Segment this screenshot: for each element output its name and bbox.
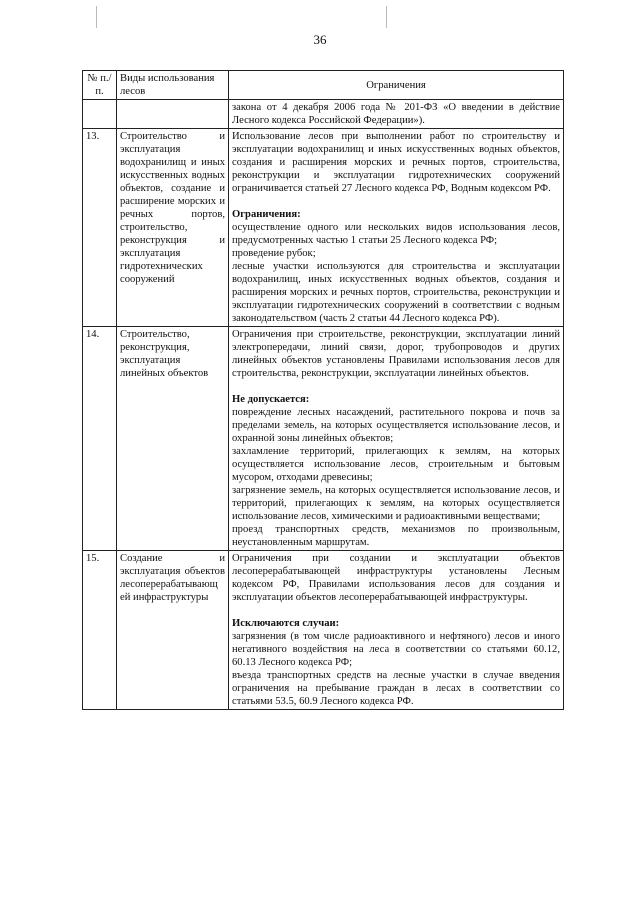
row-heading: Исключаются случаи: bbox=[232, 618, 340, 629]
table-row bbox=[83, 327, 564, 551]
row-type-text: Создание и эксплуатация объектов лесоперерабатывающ ей инфраструктуры bbox=[120, 553, 225, 603]
row-heading: Ограничения: bbox=[232, 209, 301, 220]
row-heading: Не допускается: bbox=[232, 394, 310, 405]
continuation-text: закона от 4 декабря 2006 года № 201-ФЗ «О введении в действие Лесного кодекса Российской Федерации»). bbox=[229, 100, 564, 129]
row-type-text: Строительство, реконструкция, эксплуатация линейных объектов bbox=[120, 329, 209, 379]
header-type: Виды использования лесов bbox=[117, 71, 229, 100]
list-item: загрязнение земель, на которых осуществляется использование лесов, и территорий, прилегающих к землям, на которых осуществляется использование лесов, химическими и радиоактивными веществами; bbox=[232, 485, 560, 522]
row-limits bbox=[229, 551, 564, 710]
list-item: загрязнения (в том числе радиоактивного и нефтяного) лесов и иного негативного воздействия на леса в соответствии со статьями 60.12, 60.13 Лесного кодекса РФ; bbox=[232, 631, 560, 668]
list-item: въезда транспортных средств на лесные участки в случае введения ограничения на пребывание граждан в лесах в соответствии со статьями 53.5, 60.9 Лесного кодекса РФ. bbox=[232, 670, 560, 707]
forest-use-restrictions-table bbox=[82, 70, 564, 710]
row-type bbox=[117, 551, 229, 710]
row-num: 13. bbox=[83, 129, 117, 327]
list-item: повреждение лесных насаждений, растительного покрова и почв за пределами земель, на которых осуществляется использование лесов, и охранной зоны линейных объектов; bbox=[232, 407, 560, 444]
header-limits: Ограничения bbox=[229, 71, 564, 100]
list-item: лесные участки используются для строительства и эксплуатации водохранилищ, иных искусственных водных объектов, создания и расширения морских и речных портов, строительства, реконструкции и эксплуатации гидротехнических сооружений в соответствии с водным законодательством (часть 2 статьи 44 Лесного кодекса РФ). bbox=[232, 261, 560, 324]
table-header-row bbox=[83, 71, 564, 100]
continuation-row bbox=[83, 100, 564, 129]
row-limits bbox=[229, 129, 564, 327]
header-num: № п./п. bbox=[83, 71, 117, 100]
scan-mark-left bbox=[96, 6, 97, 28]
continuation-num-cell bbox=[83, 100, 117, 129]
row-intro: Использование лесов при выполнении работ по строительству и эксплуатации водохранилищ и иных искусственных водных объектов, создания и расширения морских и речных портов, строительства, реконструкции и эксплуатации гидротехнических сооружений ограничивается статьей 27 Лесного кодекса РФ, Водным кодексом РФ. bbox=[232, 131, 560, 194]
continuation-type-cell bbox=[117, 100, 229, 129]
row-num: 14. bbox=[83, 327, 117, 551]
list-item: проведение рубок; bbox=[232, 248, 316, 259]
list-item: захламление территорий, прилегающих к землям, на которых осуществляется использование лесов, строительным и бытовым мусором, отходами древесины; bbox=[232, 446, 560, 483]
row-type bbox=[117, 327, 229, 551]
row-intro: Ограничения при строительстве, реконструкции, эксплуатации линий электропередачи, линий связи, дорог, трубопроводов и других линейных объектов установлены Правилами использования лесов для строительства, реконструкции, эксплуатации линейных объектов. bbox=[232, 329, 560, 379]
list-item: проезд транспортных средств, механизмов по произвольным, неустановленным маршрутам. bbox=[232, 524, 560, 548]
row-type-text: Строительство и эксплуатация водохранилищ и иных искусственных водных объектов, создание и расширение морских и речных портов, строительство, реконструкция и эксплуатация гидротехнических сооружений bbox=[120, 131, 225, 285]
row-type bbox=[117, 129, 229, 327]
row-limits bbox=[229, 327, 564, 551]
row-num: 15. bbox=[83, 551, 117, 710]
table-row bbox=[83, 129, 564, 327]
table-row bbox=[83, 551, 564, 710]
page-number: 36 bbox=[313, 32, 327, 47]
scan-mark-right bbox=[386, 6, 387, 28]
list-item: осуществление одного или нескольких видов использования лесов, предусмотренных частью 1 статьи 25 Лесного кодекса РФ; bbox=[232, 222, 560, 246]
row-intro: Ограничения при создании и эксплуатации объектов лесоперерабатывающей инфраструктуры установлены Лесным кодексом РФ, Правилами использования лесов для создания и эксплуатации объектов лесоперерабатывающей инфраструктуры. bbox=[232, 553, 560, 603]
